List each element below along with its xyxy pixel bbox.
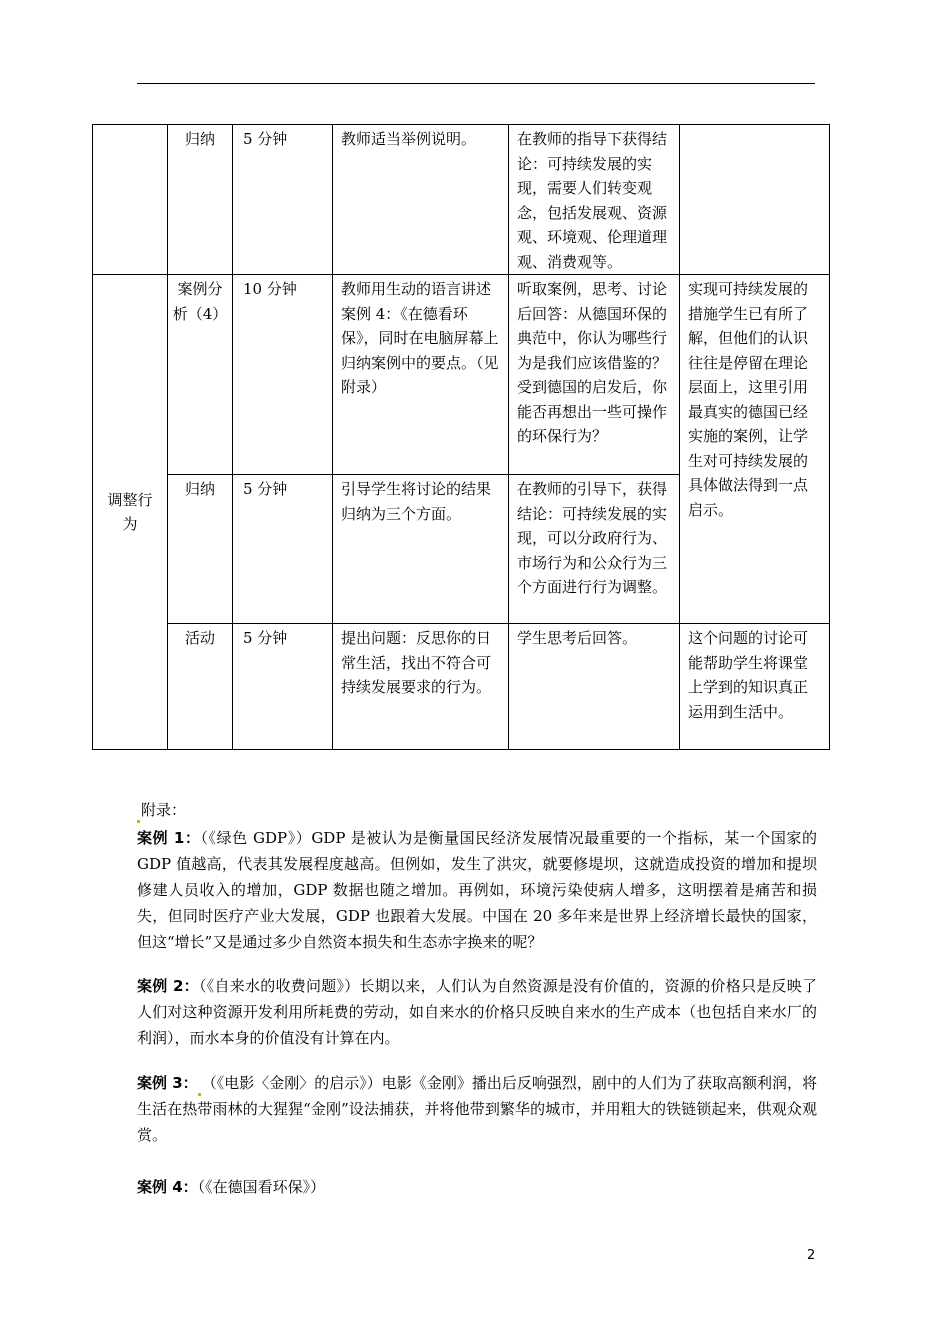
student-cell: 学生思考后回答。 xyxy=(509,624,680,750)
stage-cell: 调整行为 xyxy=(93,275,168,750)
activity-cell: 归纳 xyxy=(168,475,233,624)
lesson-plan-table xyxy=(92,124,830,750)
case-text: （《绿色 GDP》）GDP 是被认为是衡量国民经济发展情况最重要的一个指标，某一个国家的 GDP 值越高，代表其发展程度越高。但例如，发生了洪灾，就要修堤坝，这就造成投资的增加和提坝修建人员收入的增加，GDP 数据也随之增加。再例如，环境污染使病人增多，这明摆着是痛苦和损失，但同时医疗产业大发展，GDP 也跟着大发展。中国在 20 多年来是世界上经济增长最快的国家，但这“增长”又是通过多少自然资本损失和生态赤字换来的呢？ xyxy=(137,829,817,951)
case-label: 案例 2： xyxy=(137,977,199,995)
time-cell: 10 分钟 xyxy=(233,275,333,475)
marker-dot xyxy=(198,1093,201,1096)
teacher-cell: 教师用生动的语言讲述案例 4：《在德看环保》，同时在电脑屏幕上归纳案例中的要点。（见附录） xyxy=(333,275,509,475)
stage-cell-empty xyxy=(93,125,168,275)
case-text: （《电影〈金刚〉的启示》）电影《金刚》播出后反响强烈，剧中的人们为了获取高额利润，将生活在热带雨林的大猩猩“金刚”设法捕获，并将他带到繁华的城市，并用粗大的铁链锁起来，供观众观赏。 xyxy=(137,1074,817,1144)
appendix-title-text: 附录： xyxy=(141,801,187,819)
student-cell: 在教师的引导下，获得结论：可持续发展的实现，可以分政府行为、市场行为和公众行为三个方面进行行为调整。 xyxy=(509,475,680,624)
case-label: 案例 1： xyxy=(137,829,201,847)
intent-cell: 实现可持续发展的措施学生已有所了解，但他们的认识往往是停留在理论层面上，这里引用最真实的德国已经实施的案例，让学生对可持续发展的具体做法得到一点启示。 xyxy=(680,275,830,624)
case-label: 案例 4： xyxy=(137,1178,198,1196)
teacher-cell: 教师适当举例说明。 xyxy=(333,125,509,275)
intent-cell: 这个问题的讨论可能帮助学生将课堂上学到的知识真正运用到生活中。 xyxy=(680,624,830,750)
appendix-title xyxy=(137,797,817,823)
student-cell: 听取案例，思考、讨论后回答：从德国环保的典范中，你认为哪些行为是我们应该借鉴的？受到德国的启发后，你能否再想出一些可操作的环保行为？ xyxy=(509,275,680,475)
appendix-case-1 xyxy=(137,825,817,955)
time-cell: 5 分钟 xyxy=(233,624,333,750)
activity-cell: 案例分析（4） xyxy=(168,275,233,475)
appendix-case-2 xyxy=(137,973,817,1051)
appendix-case-4 xyxy=(137,1174,817,1200)
activity-cell: 活动 xyxy=(168,624,233,750)
case-label: 案例 3： xyxy=(137,1074,198,1092)
table-row xyxy=(93,125,830,275)
table-row xyxy=(93,275,830,475)
time-cell: 5 分钟 xyxy=(233,475,333,624)
header-rule xyxy=(137,83,815,84)
activity-cell: 归纳 xyxy=(168,125,233,275)
case-text: （《自来水的收费问题》）长期以来，人们认为自然资源是没有价值的，资源的价格只是反映了人们对这种资源开发利用所耗费的劳动，如自来水的价格只反映自来水的生产成本（也包括自来水厂的利润），而水本身的价值没有计算在内。 xyxy=(137,977,817,1047)
time-cell: 5 分钟 xyxy=(233,125,333,275)
teacher-cell: 引导学生将讨论的结果归纳为三个方面。 xyxy=(333,475,509,624)
table-row xyxy=(93,624,830,750)
page-number: 2 xyxy=(807,1248,816,1263)
intent-cell xyxy=(680,125,830,275)
appendix-case-3 xyxy=(137,1070,817,1148)
case-text: （《在德国看环保》） xyxy=(197,1178,326,1196)
teacher-cell: 提出问题：反思你的日常生活，找出不符合可持续发展要求的行为。 xyxy=(333,624,509,750)
student-cell: 在教师的指导下获得结论：可持续发展的实现，需要人们转变观念，包括发展观、资源观、环境观、伦理道理观、消费观等。 xyxy=(509,125,680,275)
marker-dot xyxy=(137,820,140,823)
